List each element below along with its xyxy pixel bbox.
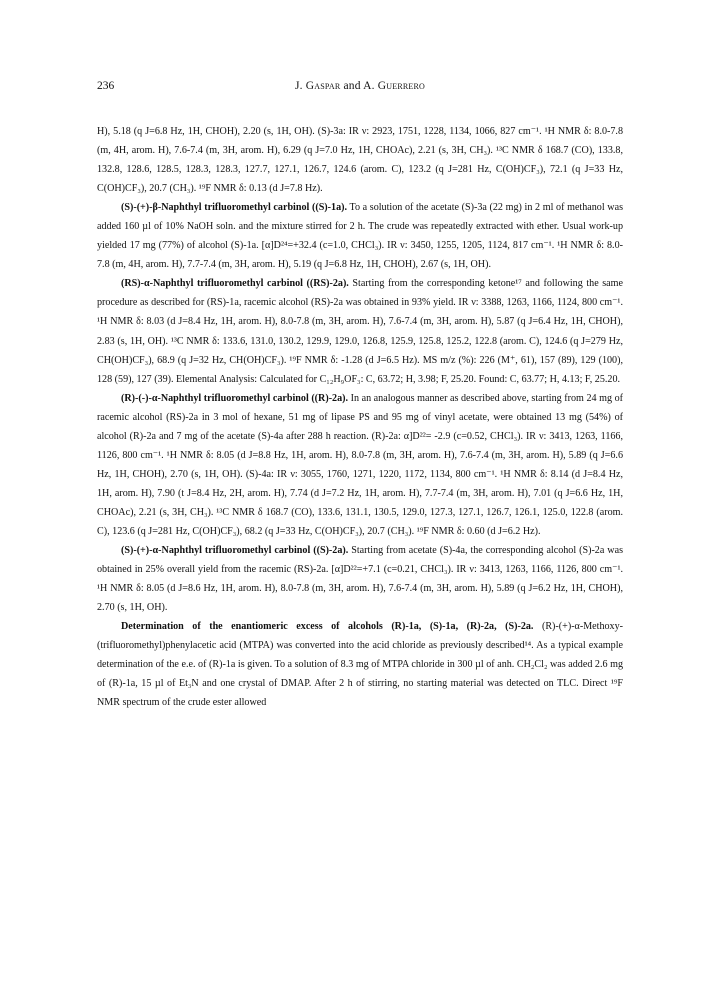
author1-initial: J. G bbox=[294, 80, 315, 92]
author2-surname: uerrero bbox=[386, 80, 426, 92]
paragraph-s-2a: (S)-(+)-α-Naphthyl trifluoromethyl carbinol ((S)-2a). Starting from acetate (S)-4a, the corresponding alcohol (S)-2a was obtained in 25% overall yield from the racemic (RS)-2a. [α]D²²=+7.1 (c=0.21, CHCl₃). IR ν: 3413, 1263, 1166, 1126, 800 cm⁻¹. ¹H NMR δ: 8.05 (d J=8.6 Hz, 1H, arom. H), 8.0-7.8 (m, 3H, arom. H), 7.6-7.4 (m, 3H, arom. H), 5.89 (q J=6.2 Hz, 1H, CHOH), 2.70 (s, 1H, OH). bbox=[97, 545, 623, 614]
page-number: 236 bbox=[97, 80, 115, 92]
paragraph-r-2a: (R)-(-)-α-Naphthyl trifluoromethyl carbinol ((R)-2a). In an analogous manner as described above, starting from 24 mg of racemic alcohol (RS)-2a in 3 mol of hexane, 51 mg of lipase PS and 95 mg of vinyl acetate, were obtained 13 mg (54%) of alcohol (R)-2a and 7 mg of the acetate (S)-4a after 288 h reaction. (R)-2a: α]D²²= -2.9 (c=0.52, CHCl₃). IR ν: 3413, 1263, 1166, 1126, 800 cm⁻¹. ¹H NMR δ: 8.05 (d J=8.8 Hz, 1H, arom. H), 8.0-7.8 (m, 3H, arom. H), 7.6-7.4 (m, 3H, arom. H), 5.89 (q J=6.6 Hz, 1H, CHOH), 2.70 (s, 1H, OH). (S)-4a: IR ν: 3055, 1760, 1271, 1220, 1172, 1134, 800 cm⁻¹. ¹H NMR δ: 8.14 (d J=8.4 Hz, 1H, arom. H), 7.90 (t J=8.4 Hz, 2H, arom. H), 7.74 (d J=7.2 Hz, 1H, arom. H), 7.7-7.4 (m, 3H, arom. H), 7.01 (q J=6.6 Hz, 1H, CHOAc), 2.21 (s, 3H, CH₃). ¹³C NMR δ 168.7 (CO), 133.6, 131.1, 130.5, 129.0, 127.3, 127.1, 126.7, 126.1, 125.0, 122.8 (arom. C), 123.6 (q J=281 Hz, C(OH)CF₃), 68.2 (q J=33 Hz, C(OH)CF₃), 20.7 (CH₃). ¹⁹F NMR δ: 0.60 (d J=6.2 Hz). bbox=[97, 392, 623, 537]
author1-surname: aspar bbox=[314, 80, 341, 92]
body-text bbox=[97, 122, 623, 712]
author2-initial: A. G bbox=[363, 80, 387, 92]
running-head bbox=[97, 80, 623, 92]
running-head-and: and bbox=[343, 80, 361, 92]
paragraph-spectral-data-3a: H), 5.18 (q J=6.8 Hz, 1H, CHOH), 2.20 (s, 1H, OH). (S)-3a: IR ν: 2923, 1751, 1228, 1134, 1066, 827 cm⁻¹. ¹H NMR δ: 8.0-7.8 (m, 4H, arom. H), 7.6-7.4 (m, 3H, arom. H), 6.29 (q J=7.0 Hz, 1H, CHOAc), 2.21 (s, 3H, CH₃). ¹³C NMR δ 168.7 (CO), 133.8, 132.8, 128.6, 128.5, 128.3, 128.3, 127.7, 127.1, 126.7, 124.6 (arom. C), 123.2 (q J=281 Hz, C(OH)CF₃), 72.1 (q J=33 Hz, C(OH)CF₃), 20.7 (CH₃). ¹⁹F NMR δ: 0.13 (d J=7.8 Hz). bbox=[97, 126, 623, 195]
paragraph-s-1a: (S)-(+)-β-Naphthyl trifluoromethyl carbinol ((S)-1a). To a solution of the acetate (S)-3a (22 mg) in 2 ml of methanol was added 160 µl of 10% NaOH soln. and the mixture stirred for 2 h. The crude was repeatedly extracted with ether. Usual work-up yielded 17 mg (77%) of alcohol (S)-1a. [α]D²⁴=+32.4 (c=1.0, CHCl₃). IR ν: 3450, 1255, 1205, 1124, 817 cm⁻¹. ¹H NMR δ: 8.0-7.8 (m, 4H, arom. H), 7.7-7.4 (m, 3H, arom. H), 5.19 (q J=6.8 Hz, 1H, CHOH), 2.67 (s, 1H, OH). bbox=[97, 202, 623, 271]
paragraph-rs-2a: (RS)-α-Naphthyl trifluoromethyl carbinol ((RS)-2a). Starting from the corresponding ketone¹⁷ and following the same procedure as described for (RS)-1a, racemic alcohol (RS)-2a was obtained in 93% yield. IR ν: 3388, 1263, 1166, 1124, 800 cm⁻¹. ¹H NMR δ: 8.03 (d J=8.4 Hz, 1H, arom. H), 8.0-7.8 (m, 3H, arom. H), 7.6-7.4 (m, 3H, arom. H), 5.87 (q J=6.4 Hz, 1H, CHOH), 2.83 (s, 1H, OH). ¹³C NMR δ: 133.6, 131.0, 130.2, 129.9, 129.0, 126.8, 125.9, 125.8, 125.2, 122.8 (arom. C), 124.6 (q J=279 Hz, CH(OH)CF₃), 68.9 (q J=32 Hz, CH(OH)CF₃). ¹⁹F NMR δ: -1.28 (d J=6.5 Hz). MS m/z (%): 226 (M⁺, 61), 157 (89), 129 (100), 128 (59), 127 (39). Elemental Analysis: Calculated for C₁₂H₉OF₃: C, 63.72; H, 3.98; F, 25.20. Found: C, 63.77; H, 4.13; F, 25.20. bbox=[97, 278, 623, 385]
paragraph-ee-determination: Determination of the enantiomeric excess of alcohols (R)-1a, (S)-1a, (R)-2a, (S)-2a. (R)-(+)-α-Methoxy-(trifluoromethyl)phenylacetic acid (MTPA) was converted into the acid chloride as previously described¹⁴. As a typical example determination of the e.e. of (R)-1a is given. To a solution of 8.3 mg of MTPA chloride in 300 µl of anh. CH₂Cl₂ was added 2.6 mg of (R)-1a, 15 µl of Et₃N and one crystal of DMAP. After 2 h of stirring, no starting material was detected on TLC. Direct ¹⁹F NMR spectrum of the crude ester allowed bbox=[97, 621, 624, 709]
page-header bbox=[97, 80, 623, 96]
